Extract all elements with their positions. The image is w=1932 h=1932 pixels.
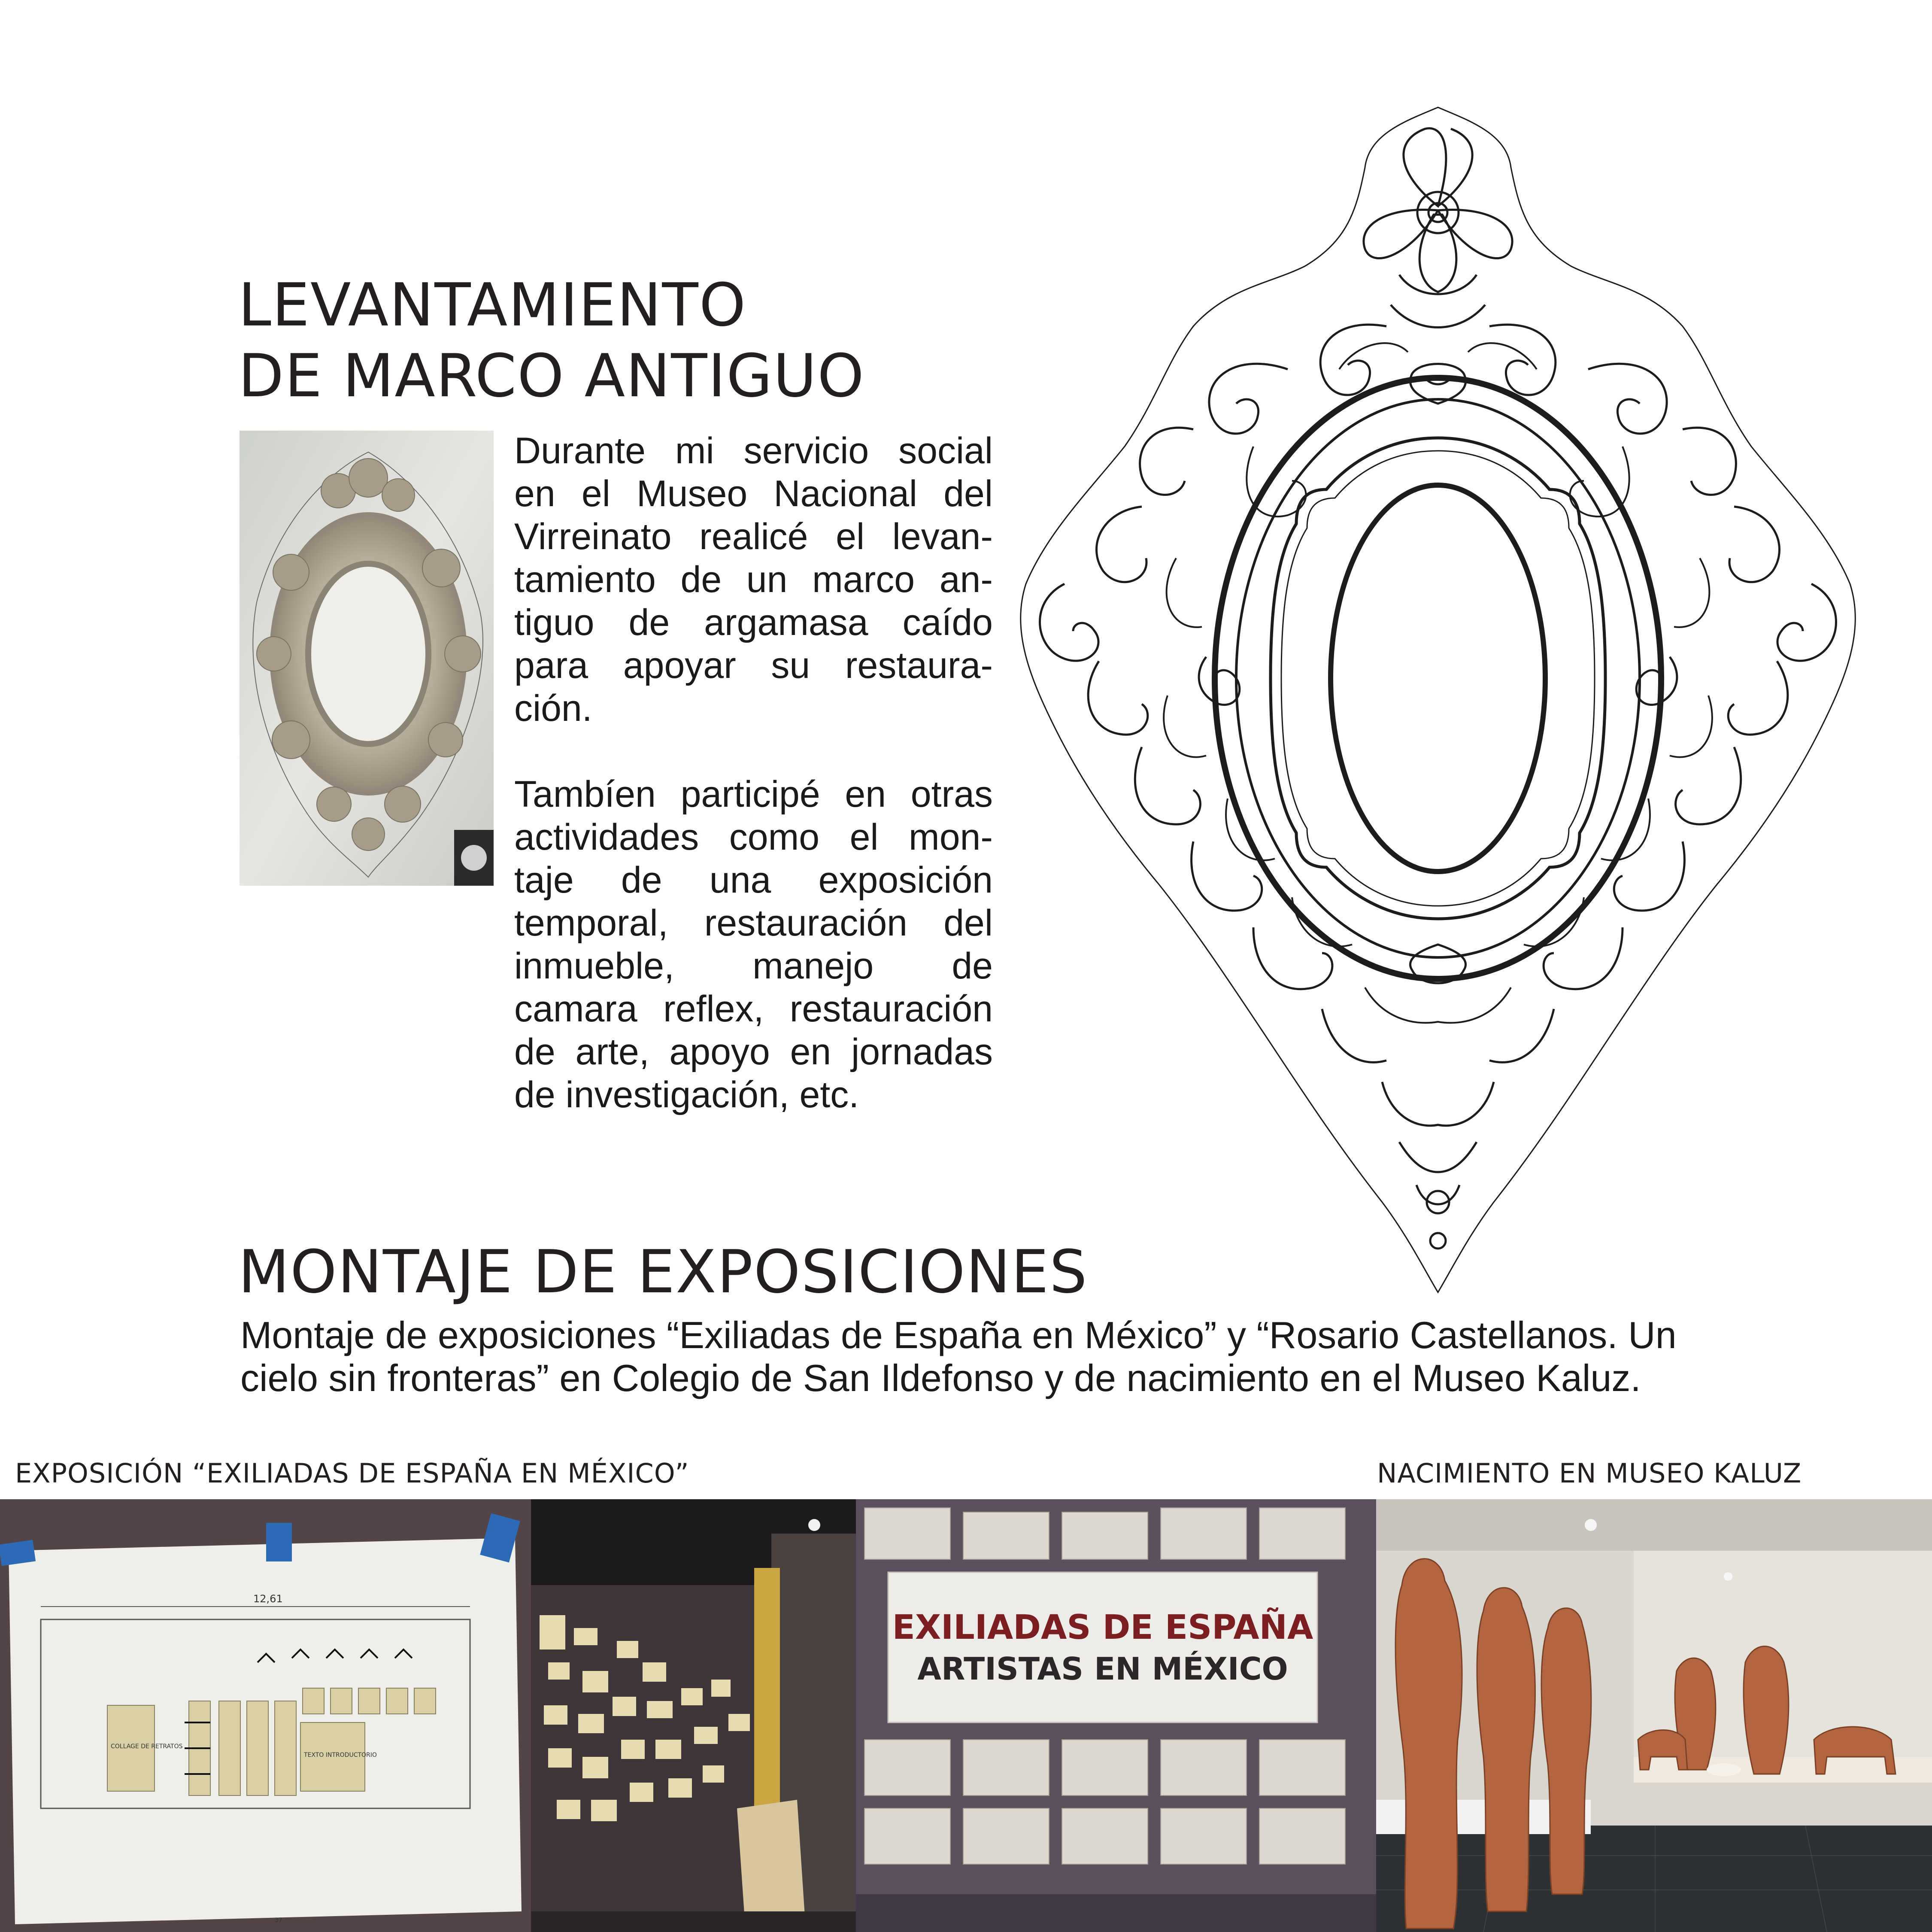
ornamental-frame-drawing	[1013, 103, 1863, 1297]
plan-box-texto: TEXTO INTRODUCTORIO	[304, 1752, 377, 1759]
exhibition-banner-photo	[856, 1499, 1376, 1932]
activities-paragraph: Tambíen participé en otras actividades como el mon- taje de una exposición temporal, restauración del inmueble, manejo de camara reflex, restauración de arte, apoyo en jornadas de investigación, etc.	[514, 774, 993, 1115]
montaje-description-line-2: cielo sin fronteras” en Colegio de San Ildefonso y de nacimiento en el Museo Kaluz.	[240, 1357, 1641, 1399]
plan-box-collage: COLLAGE DE RETRATOS	[111, 1743, 183, 1750]
section-title-line-2: DE MARCO ANTIGUO	[238, 341, 865, 410]
montaje-description-line-1: Montaje de exposiciones “Exiliadas de España en México” y “Rosario Castellanos. Un	[240, 1314, 1677, 1356]
intro-paragraph: Durante mi servicio social en el Museo Nacional del Virreinato realicé el levan- tamiento de un marco an- tiguo de argamasa caído para apoyar su restaura- ción.	[514, 430, 993, 729]
section-title-montaje: MONTAJE DE EXPOSICIONES	[238, 1237, 1088, 1306]
wall-layout-photo	[531, 1499, 856, 1932]
frame-restoration-photo	[240, 431, 494, 886]
plan-photo	[0, 1499, 531, 1932]
section-title-line-1: LEVANTAMIENTO	[238, 270, 747, 340]
plan-page-number: 37	[275, 1917, 282, 1924]
caption-nativity: NACIMIENTO EN MUSEO KALUZ	[1377, 1458, 1802, 1489]
nativity-photo	[1376, 1499, 1932, 1932]
banner-line-2: ARTISTAS EN MÉXICO	[917, 1651, 1288, 1687]
banner-line-1: EXILIADAS DE ESPAÑA	[892, 1608, 1313, 1647]
plan-dimension: 12,61	[253, 1593, 283, 1605]
caption-exhibition: EXPOSICIÓN “EXILIADAS DE ESPAÑA EN MÉXICO”	[15, 1458, 689, 1489]
